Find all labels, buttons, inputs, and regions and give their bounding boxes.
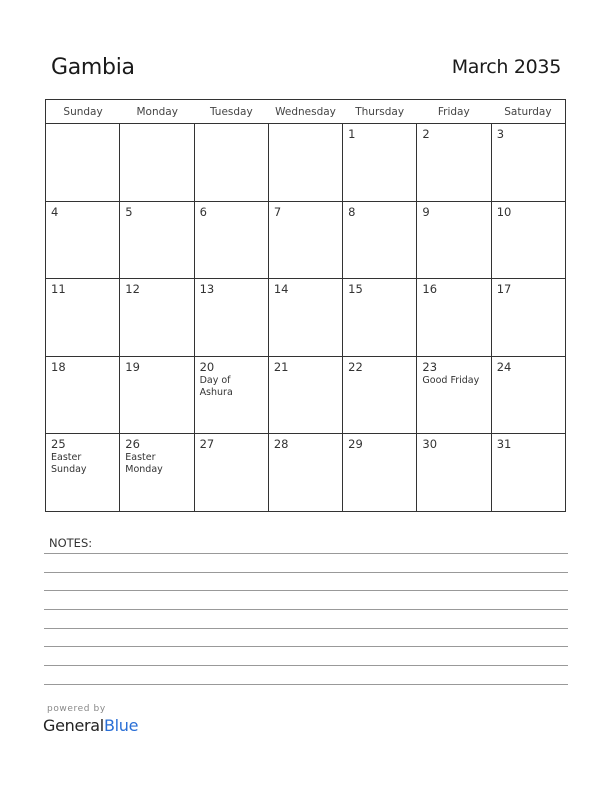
- day-number: 5: [125, 204, 133, 219]
- holiday-label-line: Monday: [125, 464, 163, 476]
- week-row: [46, 124, 565, 202]
- day-number: 28: [273, 437, 289, 452]
- day-cell: [342, 279, 416, 356]
- holiday-label-line: Ashura: [199, 386, 233, 398]
- day-number: 1: [348, 127, 356, 141]
- day-number: 16: [422, 282, 438, 297]
- day-cell: [194, 279, 268, 356]
- weekday-sunday: Sunday: [63, 106, 103, 118]
- generalblue-logo[interactable]: [43, 716, 138, 735]
- day-number: 22: [348, 359, 363, 374]
- day-number: 11: [51, 282, 66, 297]
- day-cell: [491, 124, 565, 201]
- holiday-label: [125, 452, 193, 476]
- weekday-wednesday: Wednesday: [275, 106, 336, 118]
- weekday-monday: Monday: [136, 106, 178, 118]
- day-number: 13: [199, 282, 215, 297]
- day-cell: [194, 202, 268, 279]
- day-cell: [46, 357, 119, 434]
- month-year-title: March 2035: [451, 56, 561, 78]
- note-line: [44, 553, 568, 554]
- day-cell: [491, 202, 565, 279]
- holiday-label: [51, 452, 119, 476]
- day-cell: [268, 124, 342, 201]
- day-cell: [491, 434, 565, 512]
- holiday-label-line: Day of: [199, 374, 231, 386]
- day-number: 24: [496, 359, 512, 374]
- day-cell: [119, 279, 193, 356]
- day-cell: [46, 202, 119, 279]
- day-cell: [342, 124, 416, 201]
- holiday-label: [422, 375, 490, 387]
- day-cell: [416, 357, 490, 434]
- week-row: [46, 202, 565, 280]
- day-number: 7: [273, 204, 282, 219]
- day-number: 2: [422, 127, 430, 141]
- day-cell: [119, 434, 193, 512]
- holiday-label-line: Easter: [51, 452, 82, 464]
- note-line: [44, 628, 568, 629]
- day-cell: [342, 202, 416, 279]
- day-number: 14: [273, 282, 289, 297]
- day-cell: [46, 279, 119, 356]
- brand-general: General: [43, 716, 104, 735]
- day-cell: [268, 357, 342, 434]
- day-cell: [268, 279, 342, 356]
- day-number: 20: [199, 359, 215, 374]
- note-line: [44, 646, 568, 647]
- day-cell: [342, 434, 416, 512]
- day-number: 8: [348, 204, 356, 219]
- week-row: [46, 279, 565, 357]
- day-number: 21: [273, 359, 289, 374]
- weekday-friday: Friday: [437, 106, 470, 118]
- day-number: 26: [125, 437, 140, 452]
- weekday-tuesday: Tuesday: [209, 106, 253, 118]
- weekday-thursday: Thursday: [355, 106, 405, 118]
- day-number: 12: [125, 282, 140, 297]
- note-line: [44, 590, 568, 591]
- day-cell: [119, 124, 193, 201]
- holiday-label-line: Sunday: [51, 464, 87, 476]
- calendar-grid: [45, 99, 566, 512]
- day-number: 25: [51, 437, 66, 452]
- week-row: [46, 357, 565, 435]
- day-cell: [46, 124, 119, 201]
- brand-blue: Blue: [103, 716, 139, 735]
- weekday-header-row: [46, 100, 565, 124]
- day-number: 6: [199, 204, 207, 219]
- country-title: Gambia: [51, 55, 135, 80]
- day-cell: [268, 202, 342, 279]
- day-cell: [491, 279, 565, 356]
- day-number: 9: [422, 204, 430, 219]
- day-number: 10: [496, 204, 512, 219]
- day-cell: [46, 434, 119, 512]
- holiday-label-line: Good Friday: [422, 374, 480, 386]
- note-line: [44, 572, 568, 573]
- note-line: [44, 609, 568, 610]
- day-cell: [194, 124, 268, 201]
- day-cell: [416, 434, 490, 512]
- day-cell: [119, 357, 193, 434]
- day-number: 19: [125, 359, 140, 374]
- powered-by-text: powered by: [47, 704, 106, 714]
- note-line: [44, 684, 568, 685]
- day-number: 3: [496, 127, 505, 141]
- day-cell: [491, 357, 565, 434]
- note-line: [44, 665, 568, 666]
- day-cell: [194, 434, 268, 512]
- day-cell: [268, 434, 342, 512]
- weekday-saturday: Saturday: [504, 106, 552, 118]
- day-number: 23: [422, 359, 438, 374]
- notes-label: NOTES:: [49, 536, 93, 550]
- day-cell: [416, 202, 490, 279]
- day-cell: [194, 357, 268, 434]
- day-number: 27: [199, 437, 215, 452]
- day-number: 4: [51, 204, 59, 219]
- holiday-label: [200, 375, 268, 399]
- day-cell: [416, 124, 490, 201]
- day-cell: [119, 202, 193, 279]
- day-cell: [416, 279, 490, 356]
- day-number: 31: [496, 437, 512, 452]
- day-number: 18: [51, 359, 66, 374]
- week-row: [46, 434, 565, 512]
- day-cell: [342, 357, 416, 434]
- day-number: 29: [348, 437, 363, 452]
- holiday-label-line: Easter: [125, 452, 156, 464]
- day-number: 30: [422, 437, 438, 452]
- day-number: 17: [496, 282, 512, 297]
- day-number: 15: [348, 282, 363, 297]
